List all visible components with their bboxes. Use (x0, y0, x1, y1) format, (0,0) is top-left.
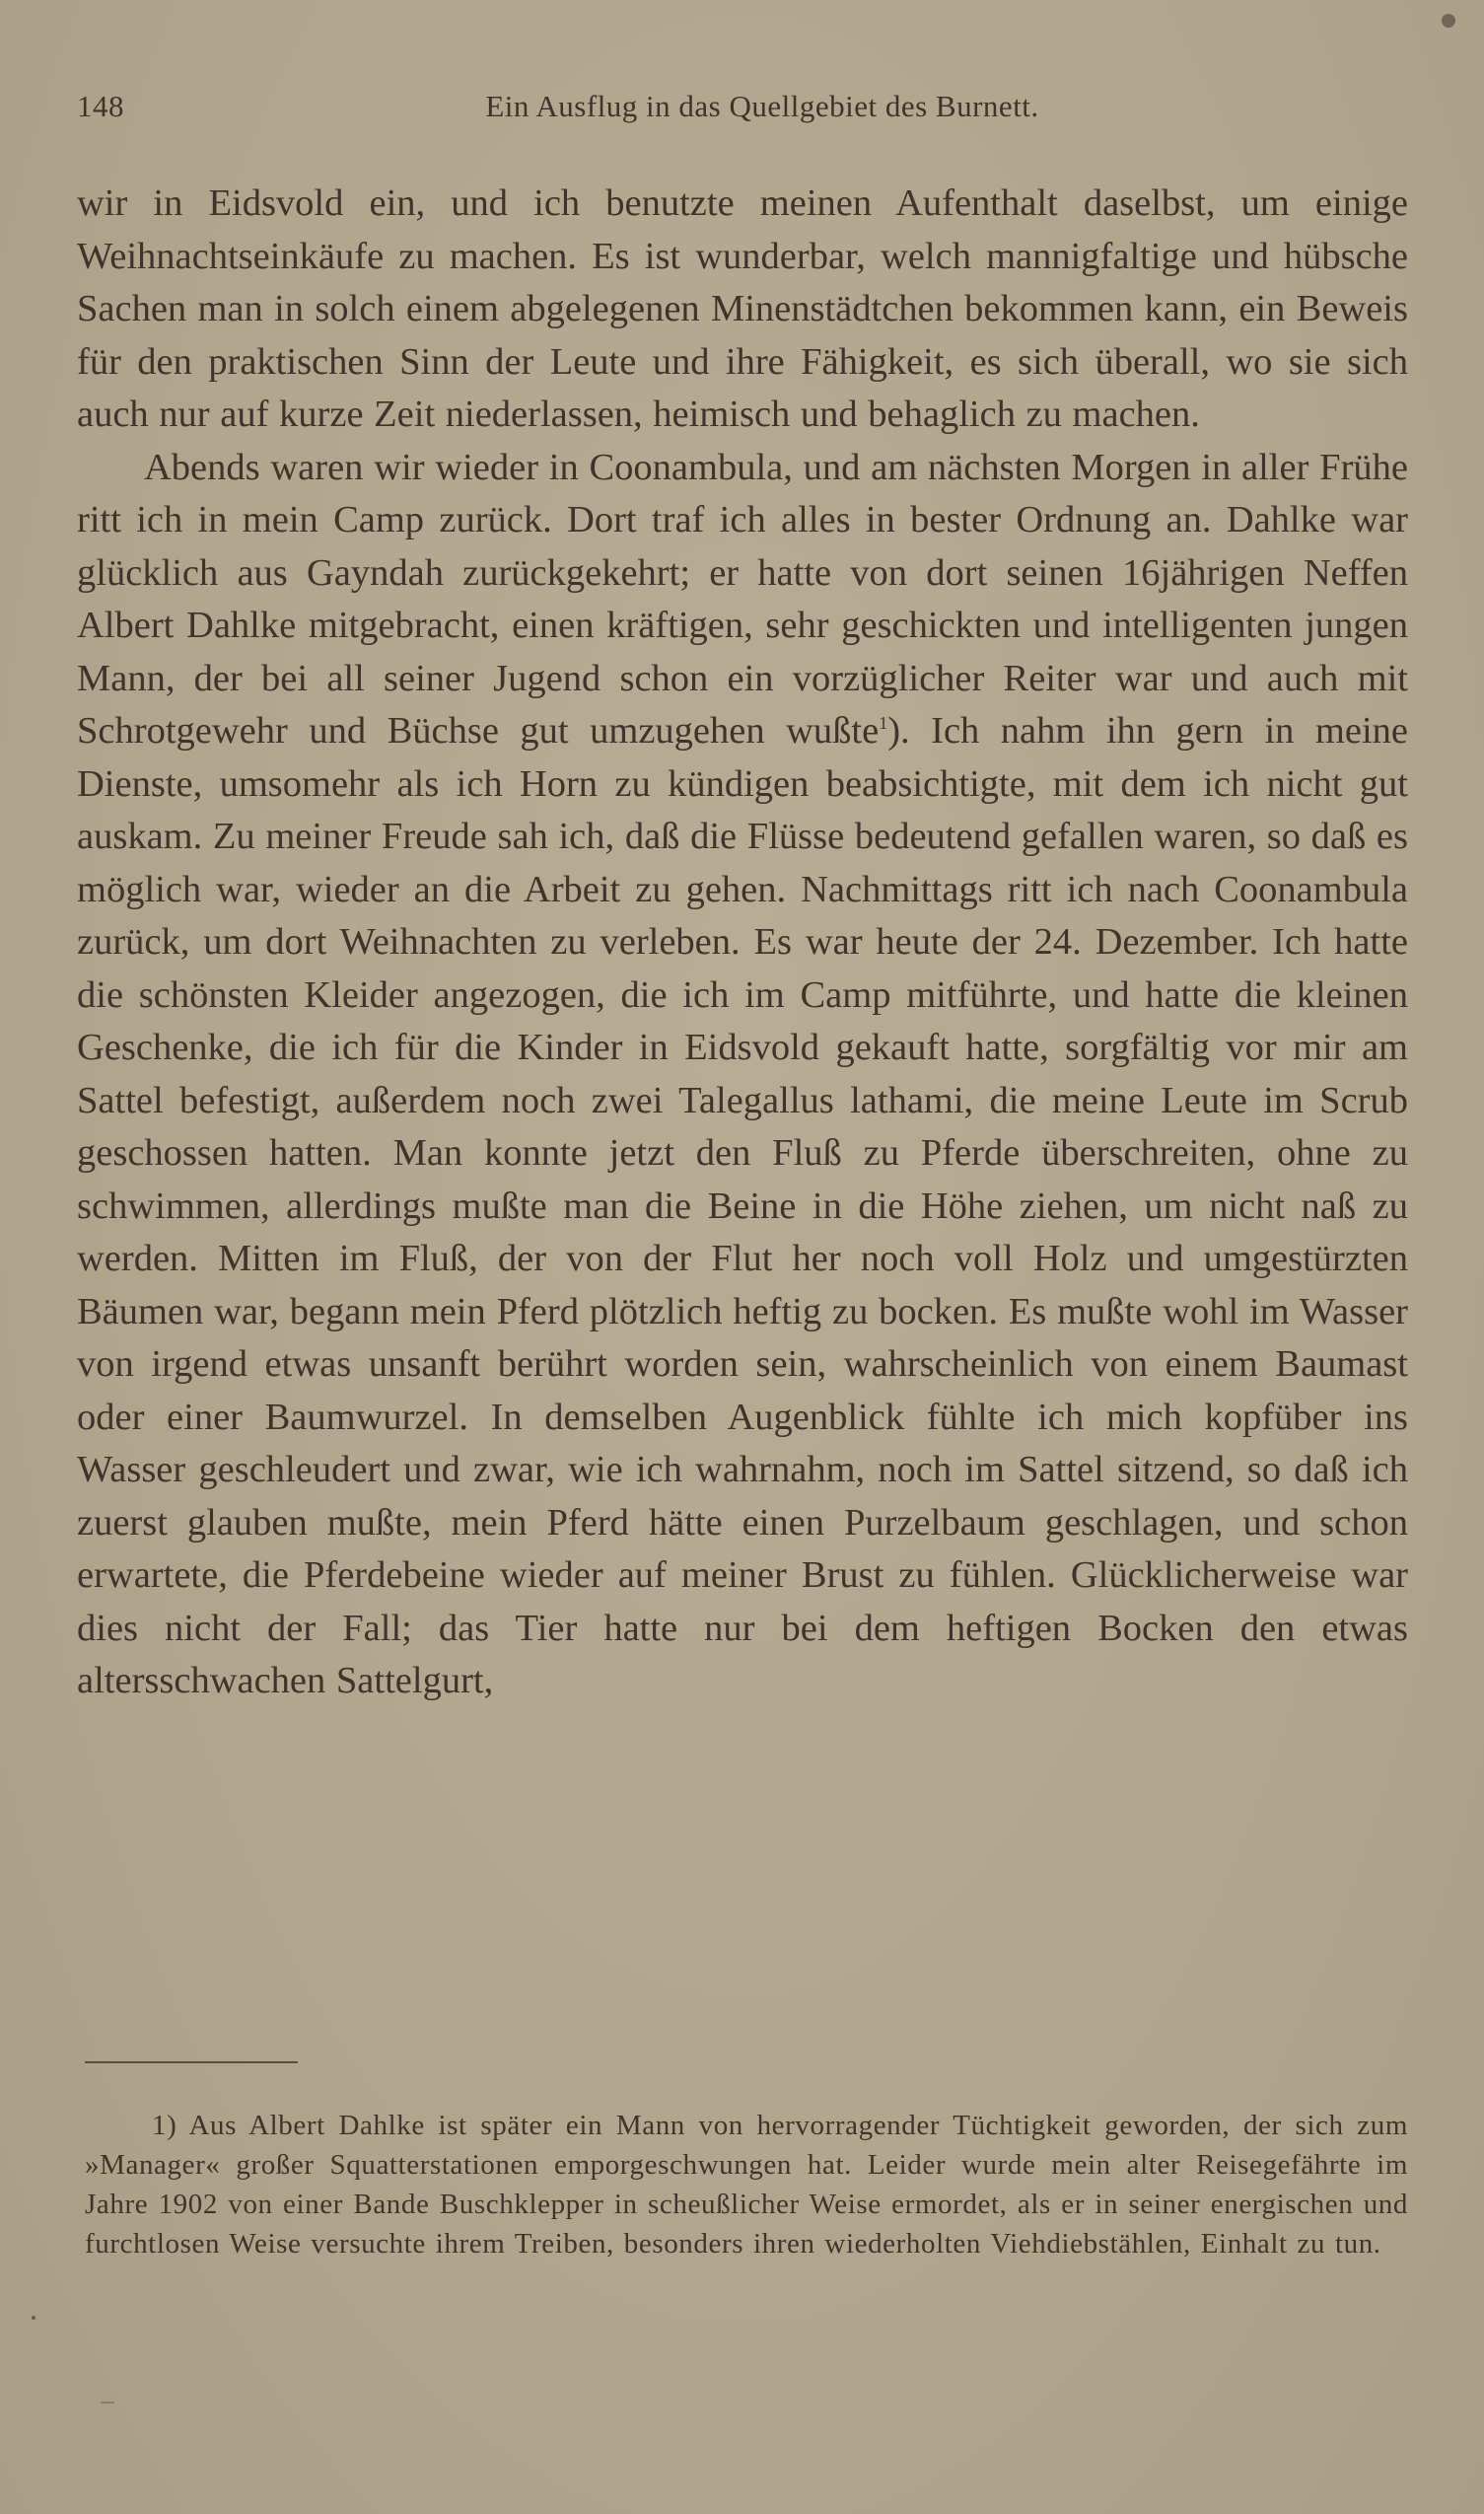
running-title: Ein Ausflug in das Quellgebiet des Burnett. (485, 89, 1039, 123)
paragraph-2 (77, 442, 1408, 1708)
footnote-text: 1) Aus Albert Dahlke ist später ein Mann von hervorragender Tüchtigkeit geworden, der sich zum »Manager« großer Squatterstationen emporgeschwungen hat. Leider wurde mein alter Reisegefährte im Jahre 1902 von einer Bande Buschklepper in scheußlicher Weise ermordet, als er in seiner energischen und furchtlosen Weise versuchte ihrem Treiben, besonders ihren wiederholten Viehdiebstählen, Einhalt zu tun. (85, 2110, 1408, 2260)
main-text (77, 178, 1408, 1708)
footnote-divider (85, 2061, 298, 2063)
footnote (85, 2106, 1408, 2263)
ink-speck (1442, 14, 1455, 28)
ink-speck (101, 2402, 114, 2404)
paragraph-1: wir in Eidsvold ein, und ich benutzte meinen Aufenthalt daselbst, um einige Weihnachtseinkäufe zu machen. Es ist wunderbar, welch mannigfaltige und hübsche Sachen man in solch einem abgelegenen Minenstädtchen bekommen kann, ein Beweis für den praktischen Sinn der Leute und ihre Fähigkeit, es sich überall, wo sie sich auch nur auf kurze Zeit niederlassen, heimisch und behaglich zu machen. (77, 182, 1408, 435)
ink-speck (32, 2316, 35, 2320)
page-number: 148 (77, 89, 124, 123)
paragraph-2-part-1: Abends waren wir wieder in Coonambula, und am nächsten Morgen in aller Frühe ritt ich in mein Camp zurück. Dort traf ich alles in bester Ordnung an. Dahlke war glücklich aus Gayndah zurückgekehrt; er hatte von dort seinen 16jährigen Neffen Albert Dahlke mitgebracht, einen kräftigen, sehr geschickten und intelligenten jungen Mann, der bei all seiner Jugend schon ein vorzüglicher Reiter war und auch mit Schrotgewehr und Büchse gut umzugehen wußte (77, 446, 1408, 752)
page-header (77, 89, 1408, 138)
footnote-marker: 1 (879, 713, 888, 733)
paragraph-2-part-2: ). Ich nahm ihn gern in meine Dienste, umsomehr als ich Horn zu kündigen beabsichtigte, mit dem ich nicht gut auskam. Zu meiner Freude sah ich, daß die Flüsse bedeutend gefallen waren, so daß es möglich war, wieder an die Arbeit zu gehen. Nachmittags ritt ich nach Coonambula zurück, um dort Weihnachten zu verleben. Es war heute der 24. Dezember. Ich hatte die schönsten Kleider angezogen, die ich im Camp mitführte, und hatte die kleinen Geschenke, die ich für die Kinder in Eidsvold gekauft hatte, sorgfältig vor mir am Sattel befestigt, außerdem noch zwei Talegallus lathami, die meine Leute im Scrub geschossen hatten. Man konnte jetzt den Fluß zu Pferde überschreiten, ohne zu schwimmen, allerdings mußte man die Beine in die Höhe ziehen, um nicht naß zu werden. Mitten im Fluß, der von der Flut her noch voll Holz und umgestürzten Bäumen war, begann mein Pferd plötzlich heftig zu bocken. Es mußte wohl im Wasser von irgend etwas unsanft berührt worden sein, wahrscheinlich von einem Baumast oder einer Baumwurzel. In demselben Augenblick fühlte ich mich kopfüber ins Wasser geschleudert und zwar, wie ich wahrnahm, noch im Sattel sitzend, so daß ich zuerst glauben mußte, mein Pferd hätte einen Purzelbaum geschlagen, und schon erwartete, die Pferdebeine wieder auf meiner Brust zu fühlen. Glücklicherweise war dies nicht der Fall; das Tier hatte nur bei dem heftigen Bocken den etwas altersschwachen Sattelgurt, (77, 710, 1408, 1701)
